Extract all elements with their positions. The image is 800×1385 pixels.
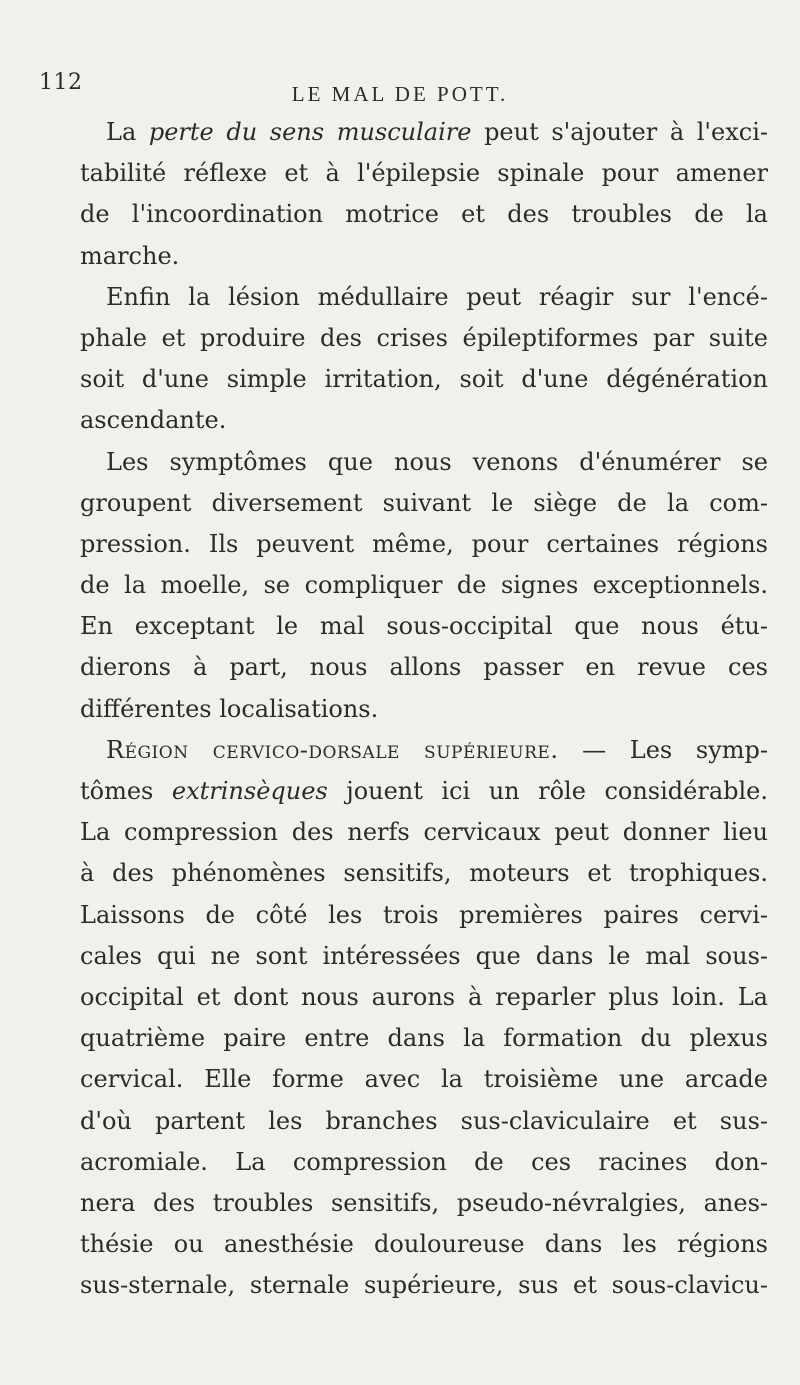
text-line: de la moelle, se compliquer de signes exceptionnels. <box>80 571 768 600</box>
text-line: marche. <box>80 241 180 270</box>
text-line: thésie ou anesthésie douloureuse dans les régions <box>80 1230 768 1259</box>
text-line: La perte du sens musculaire peut s'ajouter à l'exci- <box>106 118 768 146</box>
text-line: En exceptant le mal sous-occipital que nous étu- <box>80 612 768 641</box>
section-heading: Région cervico-dorsale supérieure. <box>106 735 559 764</box>
text-line: pression. Ils peuvent même, pour certaines régions <box>80 529 768 558</box>
text-line: de l'incoordination motrice et des troubles de la <box>80 200 768 229</box>
text-line: Laissons de côté les trois premières paires cervi- <box>80 900 768 929</box>
text-line: tabilité réflexe et à l'épilepsie spinale pour amener <box>80 159 768 188</box>
text-line: occipital et dont nous aurons à reparler plus loin. La <box>80 982 768 1011</box>
text-line: nera des troubles sensitifs, pseudo-névralgies, anes- <box>80 1188 768 1217</box>
section-heading-line: Région cervico-dorsale supérieure. — Les symp- <box>106 735 769 764</box>
text-line: tômes extrinsèques jouent ici un rôle considérable. <box>80 777 769 805</box>
body-text <box>80 112 768 1306</box>
text-line: acromiale. La compression de ces racines don- <box>80 1147 768 1176</box>
text-line: cales qui ne sont intéressées que dans le mal sous- <box>80 941 768 970</box>
text-line: Enfin la lésion médullaire peut réagir sur l'encé- <box>106 282 768 311</box>
text-line: ascendante. <box>80 406 227 435</box>
text-line: d'où partent les branches sus-claviculaire et sus- <box>80 1106 768 1135</box>
text-line: différentes localisations. <box>80 694 379 723</box>
text-line: groupent diversement suivant le siège de la com- <box>80 488 768 517</box>
text-line: soit d'une simple irritation, soit d'une dégénération <box>80 365 768 394</box>
running-title: LE MAL DE POTT. <box>291 82 509 106</box>
text-line: sus-sternale, sternale supérieure, sus et sous-clavicu- <box>80 1271 768 1300</box>
text-line: Les symptômes que nous venons d'énumérer se <box>106 447 768 476</box>
text-line: à des phénomènes sensitifs, moteurs et trophiques. <box>80 859 768 888</box>
text-line: La compression des nerfs cervicaux peut donner lieu <box>80 818 768 847</box>
text-line: dierons à part, nous allons passer en revue ces <box>80 653 768 682</box>
text-line: cervical. Elle forme avec la troisième une arcade <box>80 1065 768 1094</box>
text-line: phale et produire des crises épileptiformes par suite <box>80 323 768 352</box>
page-number: 112 <box>39 70 83 95</box>
text-line: quatrième paire entre dans la formation du plexus <box>80 1024 768 1053</box>
